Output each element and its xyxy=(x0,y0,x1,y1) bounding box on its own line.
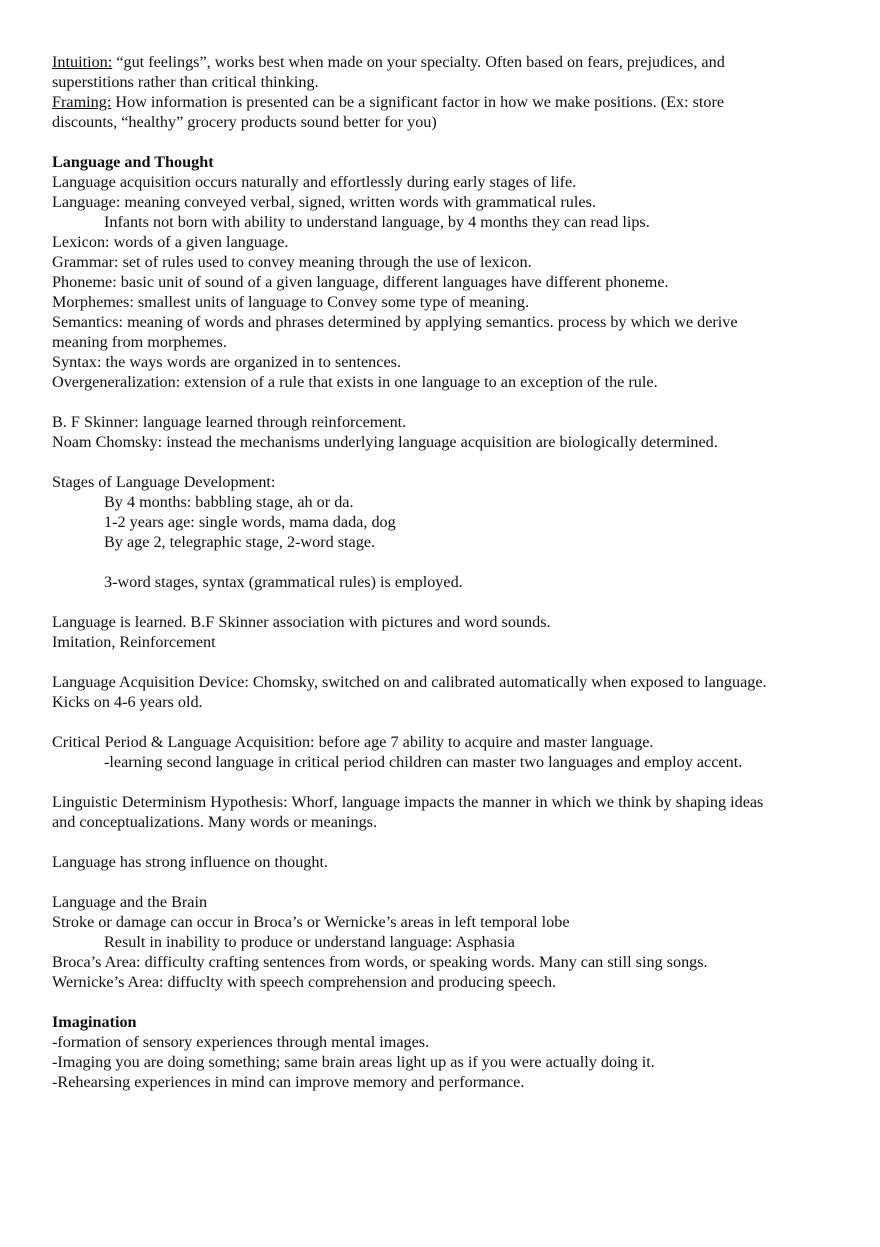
language-line: Infants not born with ability to understand language, by 4 months they can read lips. xyxy=(104,213,650,231)
language-line: Phoneme: basic unit of sound of a given language, different languages have different phoneme. xyxy=(52,273,669,291)
stage-extra: 3-word stages, syntax (grammatical rules) is employed. xyxy=(104,573,463,591)
imagination-item: -Imaging you are doing something; same brain areas light up as if you were actually doing it. xyxy=(52,1053,655,1071)
stage-item: By age 2, telegraphic stage, 2-word stage. xyxy=(104,533,376,551)
stage-item: 1-2 years age: single words, mama dada, dog xyxy=(104,513,396,531)
language-line: Language acquisition occurs naturally and effortlessly during early stages of life. xyxy=(52,173,577,191)
stages-title: Stages of Language Development: xyxy=(52,473,276,491)
spacer xyxy=(52,132,842,152)
stage-item: By 4 months: babbling stage, ah or da. xyxy=(104,493,354,511)
spacer xyxy=(52,552,842,572)
learned-line: Imitation, Reinforcement xyxy=(52,633,216,651)
influence-line: Language has strong influence on thought. xyxy=(52,853,329,871)
brain-line: Stroke or damage can occur in Broca’s or Wernicke’s areas in left temporal lobe xyxy=(52,913,570,931)
framing-line-2: discounts, “healthy” grocery products sound better for you) xyxy=(52,113,437,131)
document-page xyxy=(52,52,842,1092)
language-line: Semantics: meaning of words and phrases determined by applying semantics. process by which we derive xyxy=(52,313,738,331)
imagination-item: -formation of sensory experiences through mental images. xyxy=(52,1033,430,1051)
spacer xyxy=(52,832,842,852)
brain-title: Language and the Brain xyxy=(52,893,208,911)
language-line: meaning from morphemes. xyxy=(52,333,227,351)
lad-line: Kicks on 4-6 years old. xyxy=(52,693,203,711)
intuition-line-1 xyxy=(52,52,842,72)
language-thought-heading: Language and Thought xyxy=(52,153,214,171)
spacer xyxy=(52,392,842,412)
brain-sub: Result in inability to produce or understand language: Asphasia xyxy=(104,933,515,951)
spacer xyxy=(52,592,842,612)
spacer xyxy=(52,992,842,1012)
imagination-heading: Imagination xyxy=(52,1013,137,1031)
critical-period-line: Critical Period & Language Acquisition: before age 7 ability to acquire and master language. xyxy=(52,733,654,751)
brain-line: Broca’s Area: difficulty crafting sentences from words, or speaking words. Many can still sing songs. xyxy=(52,953,708,971)
intuition-line-2: superstitions rather than critical thinking. xyxy=(52,73,319,91)
theorist-line: B. F Skinner: language learned through reinforcement. xyxy=(52,413,407,431)
language-line: Grammar: set of rules used to convey meaning through the use of lexicon. xyxy=(52,253,532,271)
language-line: Syntax: the ways words are organized in to sentences. xyxy=(52,353,401,371)
spacer xyxy=(52,872,842,892)
spacer xyxy=(52,652,842,672)
imagination-item: -Rehearsing experiences in mind can improve memory and performance. xyxy=(52,1073,525,1091)
framing-text: How information is presented can be a significant factor in how we make positions. (Ex: store xyxy=(111,93,725,111)
critical-period-sub: -learning second language in critical period children can master two languages and employ accent. xyxy=(104,753,743,771)
language-line: Morphemes: smallest units of language to Convey some type of meaning. xyxy=(52,293,529,311)
theorist-line: Noam Chomsky: instead the mechanisms underlying language acquisition are biologically determined. xyxy=(52,433,718,451)
linguistic-line: and conceptualizations. Many words or meanings. xyxy=(52,813,378,831)
brain-line: Wernicke’s Area: diffuclty with speech comprehension and producing speech. xyxy=(52,973,557,991)
language-line: Overgeneralization: extension of a rule that exists in one language to an exception of the rule. xyxy=(52,373,658,391)
spacer xyxy=(52,772,842,792)
intuition-text: “gut feelings”, works best when made on your specialty. Often based on fears, prejudices, and xyxy=(112,53,725,71)
language-line: Lexicon: words of a given language. xyxy=(52,233,289,251)
framing-line-1 xyxy=(52,92,842,112)
language-line: Language: meaning conveyed verbal, signed, written words with grammatical rules. xyxy=(52,193,596,211)
spacer xyxy=(52,712,842,732)
lad-line: Language Acquisition Device: Chomsky, switched on and calibrated automatically when exposed to language. xyxy=(52,673,767,691)
spacer xyxy=(52,452,842,472)
learned-line: Language is learned. B.F Skinner association with pictures and word sounds. xyxy=(52,613,551,631)
linguistic-line: Linguistic Determinism Hypothesis: Whorf, language impacts the manner in which we think by shaping ideas xyxy=(52,793,764,811)
intuition-term: Intuition: xyxy=(52,53,113,71)
framing-term: Framing: xyxy=(52,93,112,111)
